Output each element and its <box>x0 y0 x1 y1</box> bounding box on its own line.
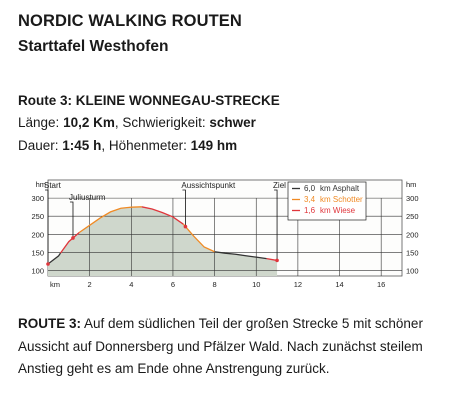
y-tick-label-left: 200 <box>31 230 44 240</box>
x-tick-label: 2 <box>87 280 92 289</box>
legend-value: 1,6 <box>304 206 316 215</box>
schwierigkeit-value: schwer <box>209 115 256 130</box>
legend-label: km Schotter <box>320 195 363 204</box>
description-text: Auf dem südlichen Teil der großen Strecke 5 mit schöner Aussicht auf Donnersberg und Pfälzer Wald. Nach zunächst steilem Anstieg geht es am Ende ohne Anstrengung zurück. <box>18 316 423 376</box>
legend-value: 3,4 <box>304 195 316 204</box>
description-lead: ROUTE 3: <box>18 316 82 331</box>
marker-label: Aussichtspunkt <box>181 181 236 190</box>
dauer-label: Dauer: <box>18 138 59 153</box>
marker-label: Juliusturm <box>68 193 106 202</box>
marker-dot <box>71 236 75 240</box>
marker-dot <box>275 259 279 263</box>
marker-dot <box>184 225 188 229</box>
y-axis-label-left: hm <box>35 180 46 189</box>
y-tick-label-left: 100 <box>31 266 44 276</box>
y-tick-label-right: 100 <box>406 266 419 276</box>
legend-label: km Wiese <box>320 206 356 215</box>
y-tick-label-left: 150 <box>31 248 44 258</box>
dauer-value: 1:45 h <box>62 138 102 153</box>
elevation-profile-chart <box>10 168 450 296</box>
legend-value: 6,0 <box>304 184 316 193</box>
x-tick-label: 10 <box>252 280 261 289</box>
laenge-label: Länge: <box>18 115 60 130</box>
y-tick-label-right: 200 <box>406 230 419 240</box>
hoehe-label: , Höhenmeter: <box>101 138 187 153</box>
y-tick-label-right: 300 <box>406 194 419 204</box>
marker-label: Start <box>44 181 61 190</box>
marker-label: Ziel <box>273 181 286 190</box>
route-duration-line <box>18 138 237 153</box>
route-length-line <box>18 115 256 130</box>
x-tick-label: 4 <box>129 280 134 289</box>
x-tick-label: 6 <box>170 280 176 289</box>
x-tick-label: 12 <box>293 280 303 289</box>
x-tick-label: 8 <box>212 280 217 289</box>
hoehe-value: 149 hm <box>190 138 238 153</box>
y-tick-label-right: 150 <box>406 248 419 258</box>
marker-dot <box>46 262 50 266</box>
route-description <box>18 313 458 381</box>
y-axis-label-right: hm <box>406 180 417 189</box>
x-axis-label: km <box>50 280 60 289</box>
route-heading: Route 3: KLEINE WONNEGAU-STRECKE <box>18 93 280 108</box>
schwierigkeit-label: , Schwierigkeit: <box>114 115 206 130</box>
page-subtitle: Starttafel Westhofen <box>18 38 169 55</box>
y-tick-label-left: 250 <box>31 212 44 222</box>
x-tick-label: 14 <box>335 280 344 289</box>
marker-leader <box>45 190 48 264</box>
x-tick-label: 16 <box>377 280 386 289</box>
laenge-value: 10,2 Km <box>63 115 115 130</box>
y-tick-label-right: 250 <box>406 212 419 222</box>
legend-label: km Asphalt <box>320 184 360 193</box>
page-title: NORDIC WALKING ROUTEN <box>18 12 242 30</box>
y-tick-label-left: 300 <box>31 194 44 204</box>
